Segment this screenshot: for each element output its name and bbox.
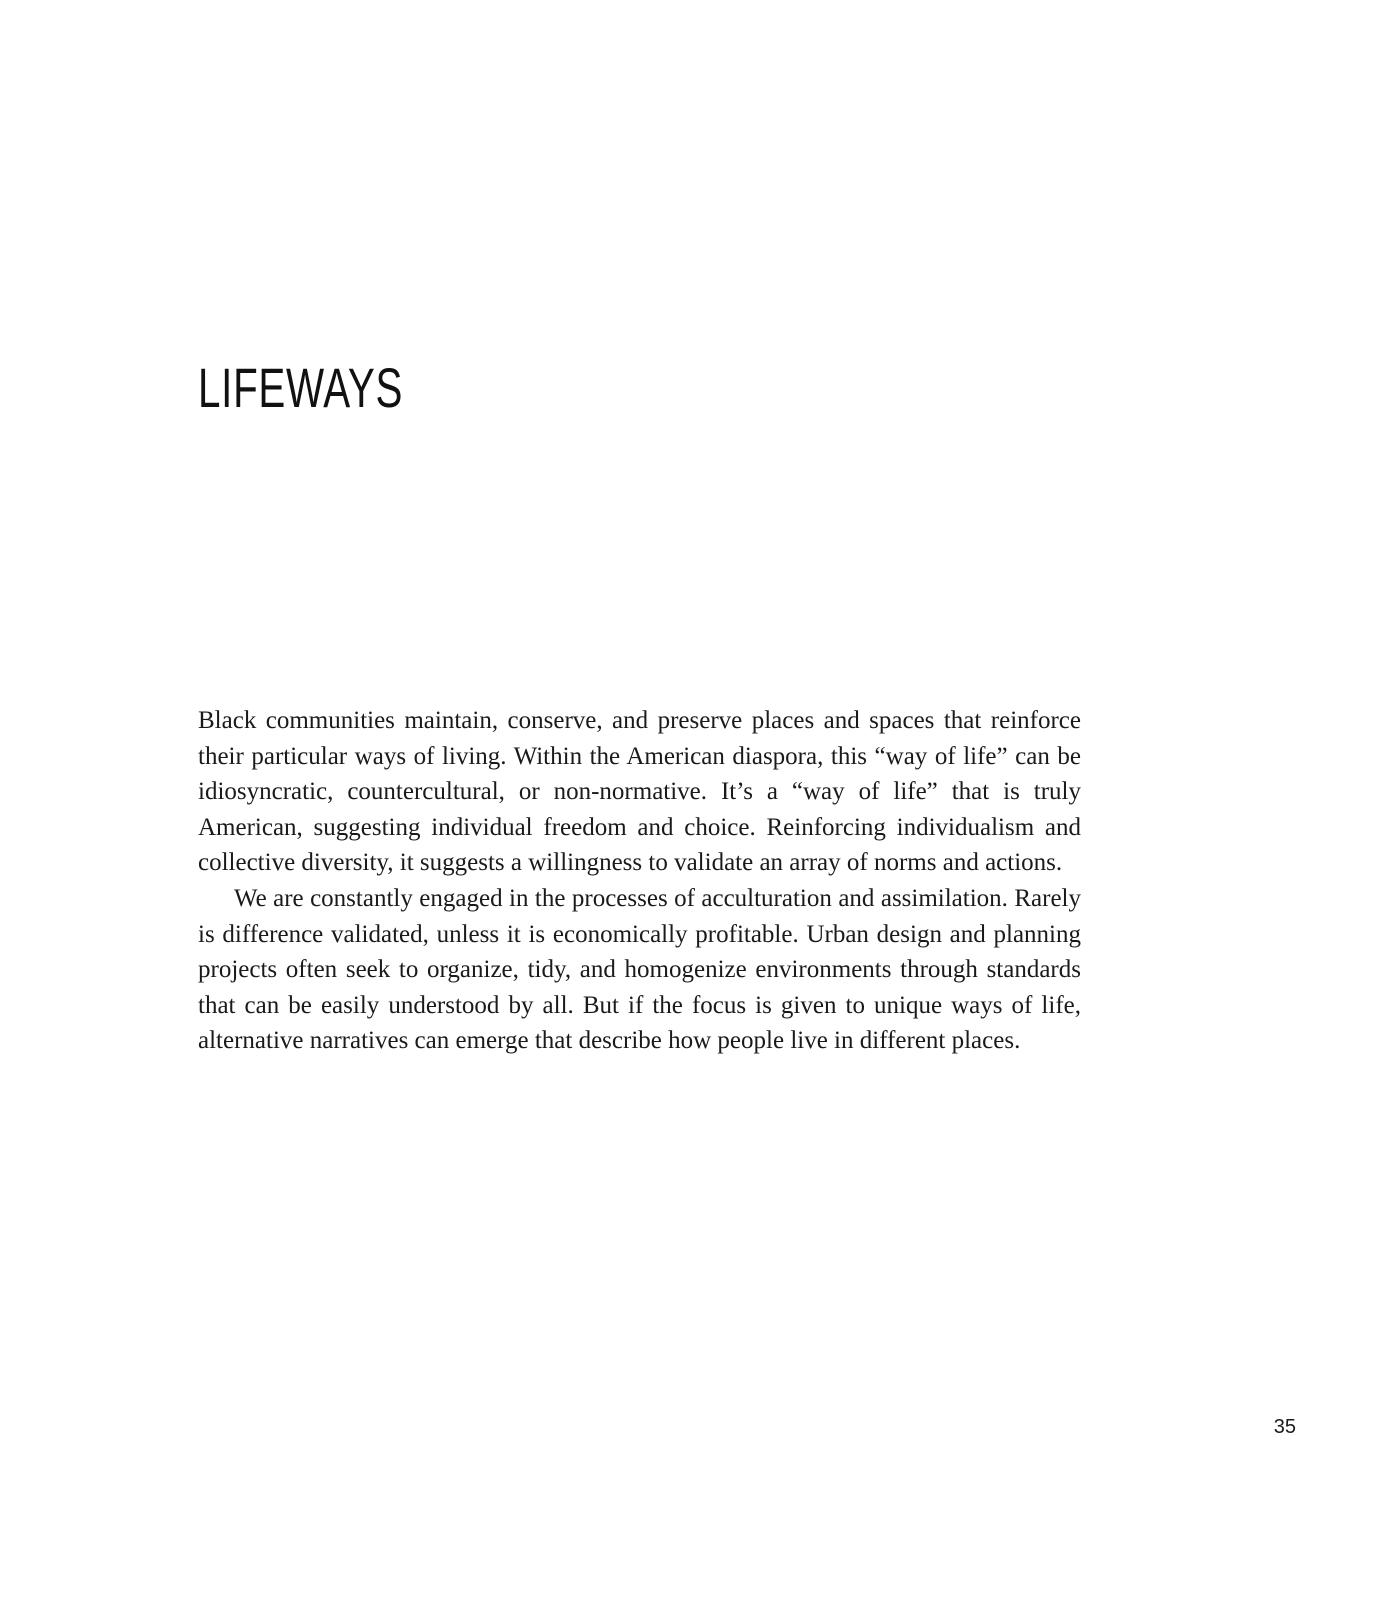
paragraph-2: We are constantly engaged in the processes of acculturation and assimilation. Rarely is difference validated, unless it is economically profitable. Urban design and planning projects often seek to organize, tidy, and homogenize environments through standards that can be easily understood by all. But if the focus is given to unique ways of life, alternative narratives can emerge that describe how people live in different places. [198, 884, 1081, 1055]
chapter-title: LIFEWAYS [198, 356, 404, 419]
paragraph-1: Black communities maintain, conserve, and preserve places and spaces that reinforce their particular ways of living. Within the American diaspora, this “way of life” can be idiosyncratic, countercultural, or non-normative. It’s a “way of life” that is truly American, suggesting individual freedom and choice. Reinforcing individualism and collective diversity, it suggests a willingness to validate an array of norms and actions. [198, 707, 1081, 877]
page-number: 35 [1273, 1416, 1296, 1438]
body-text [198, 703, 1081, 1059]
